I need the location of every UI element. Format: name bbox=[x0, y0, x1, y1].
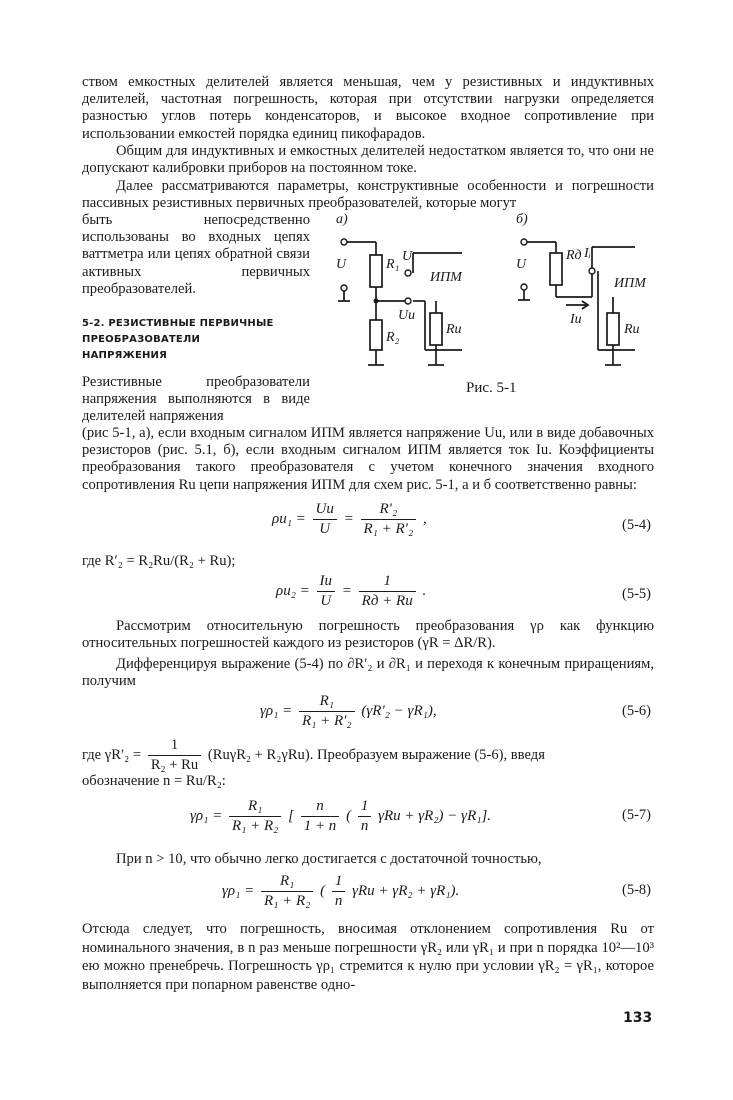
paragraph-3a: Далее рассматриваются параметры, конструктивные особенности и погрешности пассивных резистивных первичных преобразователей, которые могут bbox=[82, 178, 654, 212]
fig-a-R1: R₁ bbox=[386, 257, 400, 272]
equation-5-8: γρ₁ = $\frac{\text{R₁}}{\text{R₁ + R₂}}$ ( $\frac{1}{n}$ γRu + γR₂ + γR₁). bbox=[222, 873, 460, 909]
fig-b-Ru: Ru bbox=[624, 322, 640, 337]
where-clause-1: где R′₂ = R₂Ru/(R₂ + Ru); bbox=[82, 553, 236, 569]
equation-number-5-6: (5-6) bbox=[622, 703, 651, 719]
paragraph-4a: Резистивные преобразователи напряжения выполняются в виде делителей напряжения bbox=[82, 374, 310, 425]
fig-a-voltage-U: U bbox=[336, 257, 347, 272]
paragraph-5: Рассмотрим относительную погрешность преобразования γρ как функцию относительных погрешностей каждого из резисторов (γR = ΔR/R). bbox=[82, 618, 654, 652]
fig-a-ipm: ИПМ bbox=[430, 270, 462, 285]
fig-b-ipm: ИПМ bbox=[614, 276, 646, 291]
page-number: 133 bbox=[623, 1010, 653, 1026]
paragraph-6: Дифференцируя выражение (5-4) по ∂R′₂ и ∂R₁ и переходя к конечным приращениям, получим bbox=[82, 656, 654, 690]
paragraph-3b: быть непосредственно использованы во входных цепях ваттметра или цепях обратной связи активных первичных преобразователей. bbox=[82, 212, 310, 297]
equation-number-5-7: (5-7) bbox=[622, 807, 651, 823]
paragraph-2: Общим для индуктивных и емкостных делителей недостатком является то, что они не допускают калибровки приборов на постоянном токе. bbox=[82, 143, 654, 177]
equation-number-5-5: (5-5) bbox=[622, 586, 651, 602]
fig-a-Ru: Ru bbox=[446, 322, 462, 337]
section-title-line2: ПРЕОБРАЗОВАТЕЛИ bbox=[82, 334, 201, 345]
fig-a-Ui: Uᵢ bbox=[402, 249, 415, 264]
fig-a-Uu: Uu bbox=[398, 308, 416, 323]
equation-5-4: ρu₁ = $\frac{Uu}{U}$ = $\frac{\text{R′₂}}{\text{R₁ + R′₂}}$ , bbox=[272, 501, 427, 537]
equation-5-5: ρu₂ = $\frac{Iu}{U}$ = $\frac{1}{Rд + Ru}$ . bbox=[276, 573, 427, 609]
fig-b-Iu: Iu bbox=[570, 312, 582, 327]
fig-label-a: а) bbox=[336, 212, 348, 227]
section-heading bbox=[82, 316, 282, 364]
equation-5-7: γρ₁ = $\frac{\text{R₁}}{\text{R₁ + R₂}}$ [ $\frac{n}{1 + n}$ ( $\frac{1}{n}$ γRu + γR₂) − γR₁]. bbox=[190, 798, 492, 834]
paragraph-4b: (рис 5-1, а), если входным сигналом ИПМ является напряжение Uu, или в виде добавочных резисторов (рис. 5.1, б), если входным сигналом ИПМ является ток Iu. Коэффициенты преобразования такого преобразователя с учетом конечного значения входного сопротивления Ru цепи напряжения ИПМ для схем рис. 5-1, а и б соответственно равны: bbox=[82, 425, 654, 493]
section-number: 5-2. bbox=[82, 318, 105, 329]
paragraph-8: Отсюда следует, что погрешность, вносимая отклонением сопротивления Ru от номинального значения, в n раз меньше погрешности γR₂ или γR₁ и при n порядка 10²—10³ ею можно пренебречь. Погрешность γρ₁ стремится к нулю при условии γR₂ = γR₁, которое выполняется при попарном равенстве одно- bbox=[82, 921, 654, 993]
fig-b-Ii: Iᵢ bbox=[584, 246, 591, 261]
figure-caption: Рис. 5-1 bbox=[466, 380, 517, 396]
figure-5-1 bbox=[330, 205, 660, 375]
section-title-line3: НАПРЯЖЕНИЯ bbox=[82, 350, 168, 361]
where-clause-2-line2: обозначение n = Ru/R₂: bbox=[82, 773, 226, 789]
where-clause-2: где γR′₂ = $\frac{1}{\text{R₂ + Ru}}$ (RuγR₂ + R₂γRu). Преобразуем выражение (5-6), введя bbox=[82, 737, 545, 773]
paragraph-1: ством емкостных делителей является меньшая, чем у резистивных и индуктивных делителей, частотная погрешность, которая при отсутствии нагрузки определяется разностью углов потерь конденсаторов, и высокое входное сопротивление при использовании емкостей порядка единиц пикофарадов. bbox=[82, 74, 654, 142]
equation-5-6: γρ₁ = $\frac{\text{R₁}}{\text{R₁ + R′₂}}$ (γR′₂ − γR₁), bbox=[260, 693, 437, 729]
fig-b-Rd: Rд bbox=[566, 248, 582, 263]
fig-a-R2: R₂ bbox=[386, 330, 400, 345]
fig-label-b: б) bbox=[516, 212, 528, 227]
fig-b-voltage-U: U bbox=[516, 257, 527, 272]
equation-number-5-8: (5-8) bbox=[622, 882, 651, 898]
section-title-line1: РЕЗИСТИВНЫЕ ПЕРВИЧНЫЕ bbox=[108, 318, 274, 329]
equation-number-5-4: (5-4) bbox=[622, 517, 651, 533]
paragraph-7: При n > 10, что обычно легко достигается с достаточной точностью, bbox=[116, 851, 542, 867]
